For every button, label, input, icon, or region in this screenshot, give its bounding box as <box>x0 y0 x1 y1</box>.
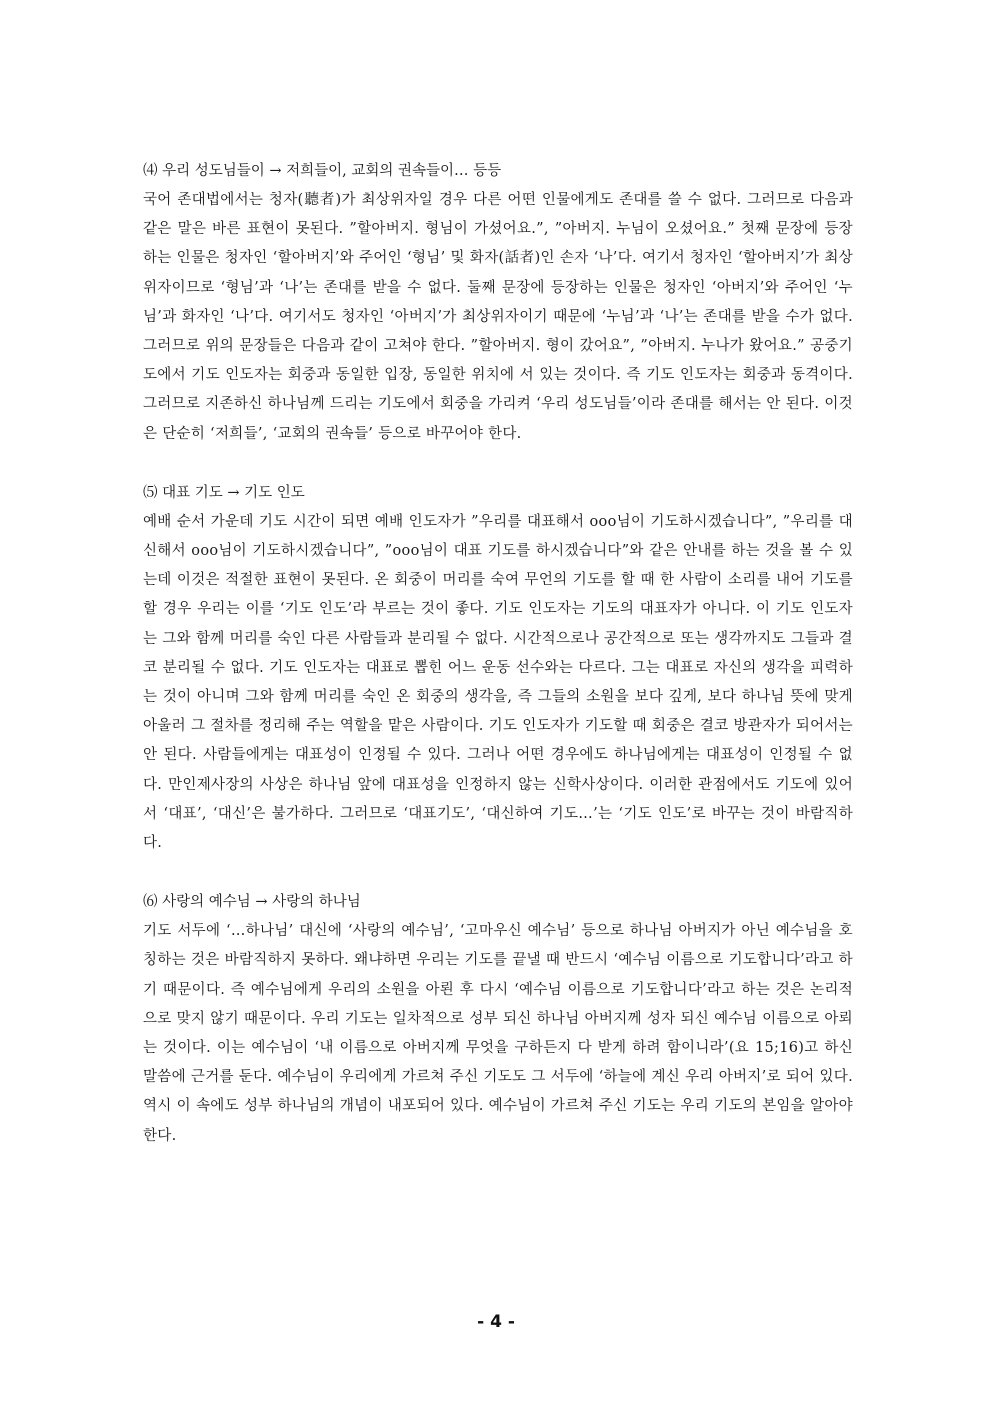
section-body: 예배 순서 가운데 기도 시간이 되면 예배 인도자가 ”우리를 대표해서 ooo님이 기도하시겠습니다”, ”우리를 대신해서 ooo님이 기도하시겠습니다”, ”ooo님이 대표 기도를 하시겠습니다”와 같은 안내를 하는 것을 볼 수 있는데 이것은 적절한 표현이 못된다. 온 회중이 머리를 숙여 무언의 기도를 할 때 한 사람이 소리를 내어 기도를 할 경우 우리는 이를 ‘기도 인도’라 부르는 것이 좋다. 기도 인도자는 기도의 대표자가 아니다. 이 기도 인도자는 그와 함께 머리를 숙인 다른 사람들과 분리될 수 없다. 시간적으로나 공간적으로 또는 생각까지도 그들과 결코 분리될 수 없다. 기도 인도자는 대표로 뽑힌 어느 운동 선수와는 다르다. 그는 대표로 자신의 생각을 피력하는 것이 아니며 그와 함께 머리를 숙인 온 회중의 생각을, 즉 그들의 소원을 보다 깊게, 보다 하나님 뜻에 맞게 아울러 그 절차를 정리해 주는 역할을 맡은 사람이다. 기도 인도자가 기도할 때 회중은 결코 방관자가 되어서는 안 된다. 사람들에게는 대표성이 인정될 수 있다. 그러나 어떤 경우에도 하나님에게는 대표성이 인정될 수 없다. 만인제사장의 사상은 하나님 앞에 대표성을 인정하지 않는 신학사상이다. 이러한 관점에서도 기도에 있어서 ‘대표’, ‘대신’은 불가하다. 그러므로 ‘대표기도’, ‘대신하여 기도…’는 ‘기도 인도’로 바꾸는 것이 바람직하다. <box>143 513 853 852</box>
section-heading: ⑸ 대표 기도 → 기도 인도 <box>143 484 305 501</box>
page-number: - 4 - <box>477 1312 515 1332</box>
section-heading: ⑹ 사랑의 예수님 → 사랑의 하나님 <box>143 894 361 911</box>
section-6 <box>143 888 853 1151</box>
document-page <box>143 157 853 1151</box>
section-body: 국어 존대법에서는 청자(聽者)가 최상위자일 경우 다른 어떤 인물에게도 존대를 쓸 수 없다. 그러므로 다음과 같은 말은 바른 표현이 못된다. ”할아버지. 형님이 가셨어요.”, ”아버지. 누님이 오셨어요.” 첫째 문장에 등장하는 인물은 청자인 ‘할아버지’와 주어인 ‘형님’ 및 화자(話者)인 손자 ‘나’다. 여기서 청자인 ‘할아버지’가 최상위자이므로 ‘형님’과 ‘나’는 존대를 받을 수 없다. 둘째 문장에 등장하는 인물은 청자인 ‘아버지’와 주어인 ‘누님’과 화자인 ‘나’다. 여기서도 청자인 ‘아버지’가 최상위자이기 때문에 ‘누님’과 ‘나’는 존대를 받을 수가 없다. 그러므로 위의 문장들은 다음과 같이 고쳐야 한다. ”할아버지. 형이 갔어요”, ”아버지. 누나가 왔어요.” 공중기도에서 기도 인도자는 회중과 동일한 입장, 동일한 위치에 서 있는 것이다. 즉 기도 인도자는 회중과 동격이다. 그러므로 지존하신 하나님께 드리는 기도에서 회중을 가리켜 ‘우리 성도님들’이라 존대를 해서는 안 된다. 이것은 단순히 ‘저희들’, ‘교회의 권속들’ 등으로 바꾸어야 한다. <box>143 192 853 442</box>
section-body: 기도 서두에 ‘…하나님’ 대신에 ‘사랑의 예수님’, ‘고마우신 예수님’ 등으로 하나님 아버지가 아닌 예수님을 호칭하는 것은 바람직하지 못하다. 왜냐하면 우리는 기도를 끝낼 때 반드시 ‘예수님 이름으로 기도합니다’라고 하기 때문이다. 즉 예수님에게 우리의 소원을 아뢴 후 다시 ‘예수님 이름으로 기도합니다’라고 하는 것은 논리적으로 맞지 않기 때문이다. 우리 기도는 일차적으로 성부 되신 하나님 아버지께 성자 되신 예수님 이름으로 아뢰는 것이다. 이는 예수님이 ‘내 이름으로 아버지께 무엇을 구하든지 다 받게 하려 함이니라’(요 15;16)고 하신 말씀에 근거를 둔다. 예수님이 우리에게 가르쳐 주신 기도도 그 서두에 ‘하늘에 계신 우리 아버지’로 되어 있다. 역시 이 속에도 성부 하나님의 개념이 내포되어 있다. 예수님이 가르쳐 주신 기도는 우리 기도의 본임을 알아야 한다. <box>143 923 853 1144</box>
section-4 <box>143 157 853 449</box>
section-5 <box>143 479 853 858</box>
section-heading: ⑷ 우리 성도님들이 → 저희들이, 교회의 권속들이… 등등 <box>143 163 502 179</box>
